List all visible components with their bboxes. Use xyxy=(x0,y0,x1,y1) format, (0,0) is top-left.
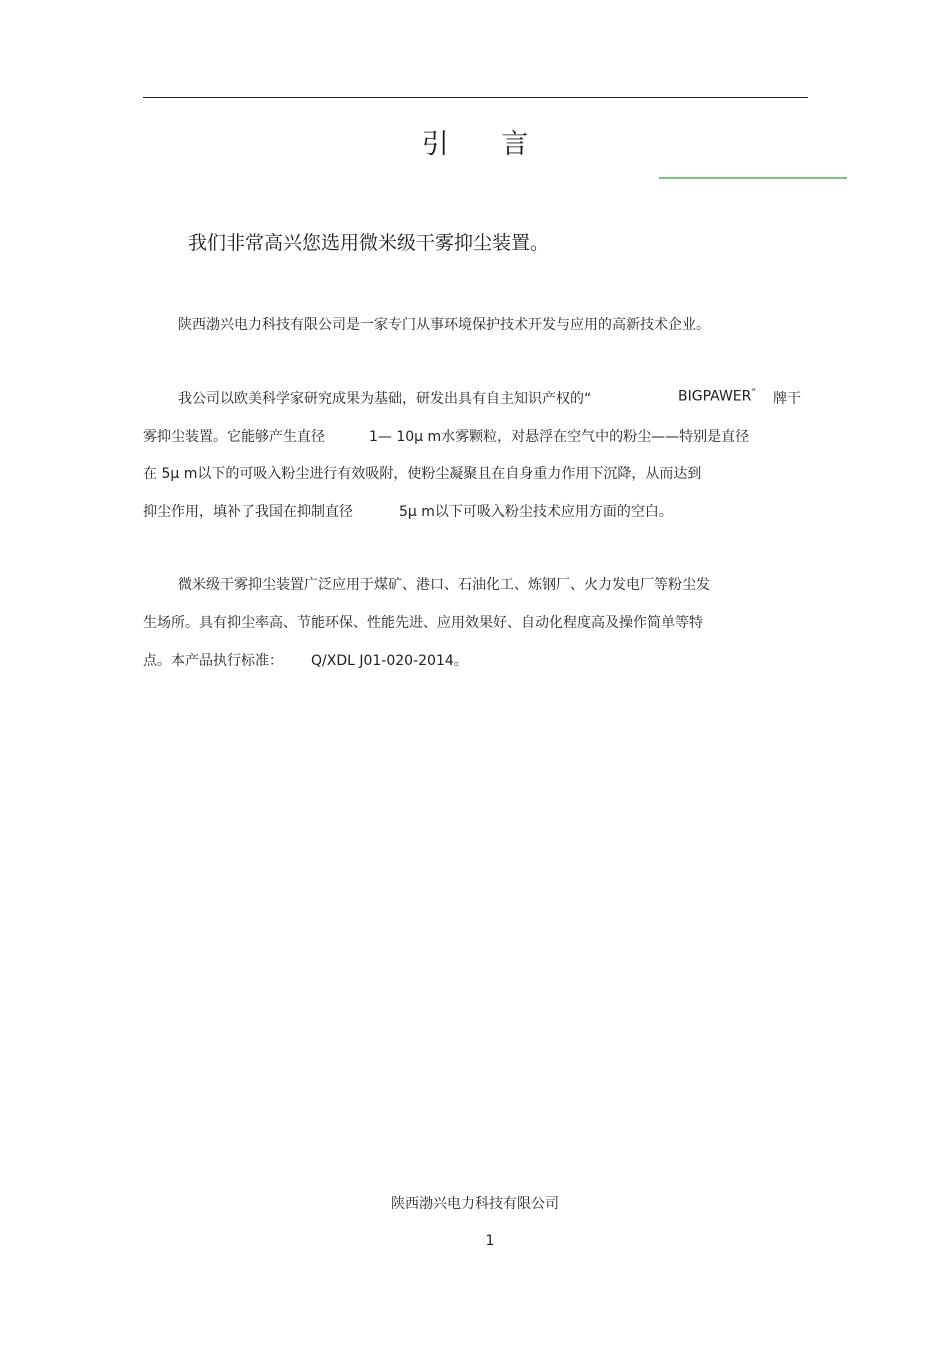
header-rule xyxy=(143,97,808,98)
paragraph-line xyxy=(178,388,591,408)
paragraph-line: 点。本产品执行标准： xyxy=(143,653,283,669)
paragraph-text: 我公司以欧美科学家研究成果为基础，研发出具有自主知识产权的“ xyxy=(178,391,592,407)
paragraph-text: 1— 10μ m水雾颗粒，对悬浮在空气中的粉尘——特别是直径 xyxy=(369,429,750,445)
paragraph-line: 陕西渤兴电力科技有限公司是一家专门从事环境保护技术开发与应用的高新技术企业。 xyxy=(178,317,710,333)
page-title: 引 言 xyxy=(421,129,551,160)
accent-rule xyxy=(659,177,847,179)
standard-number: Q/XDL J01-020-2014。 xyxy=(311,653,468,669)
paragraph-text: 牌干 xyxy=(773,391,801,407)
page-number: 1 xyxy=(485,1233,495,1249)
paragraph-line: 在 5μ m以下的可吸入粉尘进行有效吸附，使粉尘凝聚且在自身重力作用下沉降，从而达到 xyxy=(143,466,702,482)
footer-company-name: 陕西渤兴电力科技有限公司 xyxy=(391,1196,559,1212)
paragraph-line: 抑尘作用，填补了我国在抑制直径 xyxy=(143,504,353,520)
paragraph-line: 雾抑尘装置。它能够产生直径 xyxy=(143,429,325,445)
paragraph-line: 生场所。具有抑尘率高、节能环保、性能先进、应用效果好、自动化程度高及操作简单等特 xyxy=(143,615,703,631)
paragraph-text: 5μ m以下可吸入粉尘技术应用方面的空白。 xyxy=(399,504,673,520)
paragraph-line: 微米级干雾抑尘装置广泛应用于煤矿、港口、石油化工、炼钢厂、火力发电厂等粉尘发 xyxy=(178,577,710,593)
brand-name: BIGPAWER” xyxy=(678,388,757,405)
welcome-sentence: 我们非常高兴您选用微米级干雾抑尘装置。 xyxy=(188,232,550,254)
